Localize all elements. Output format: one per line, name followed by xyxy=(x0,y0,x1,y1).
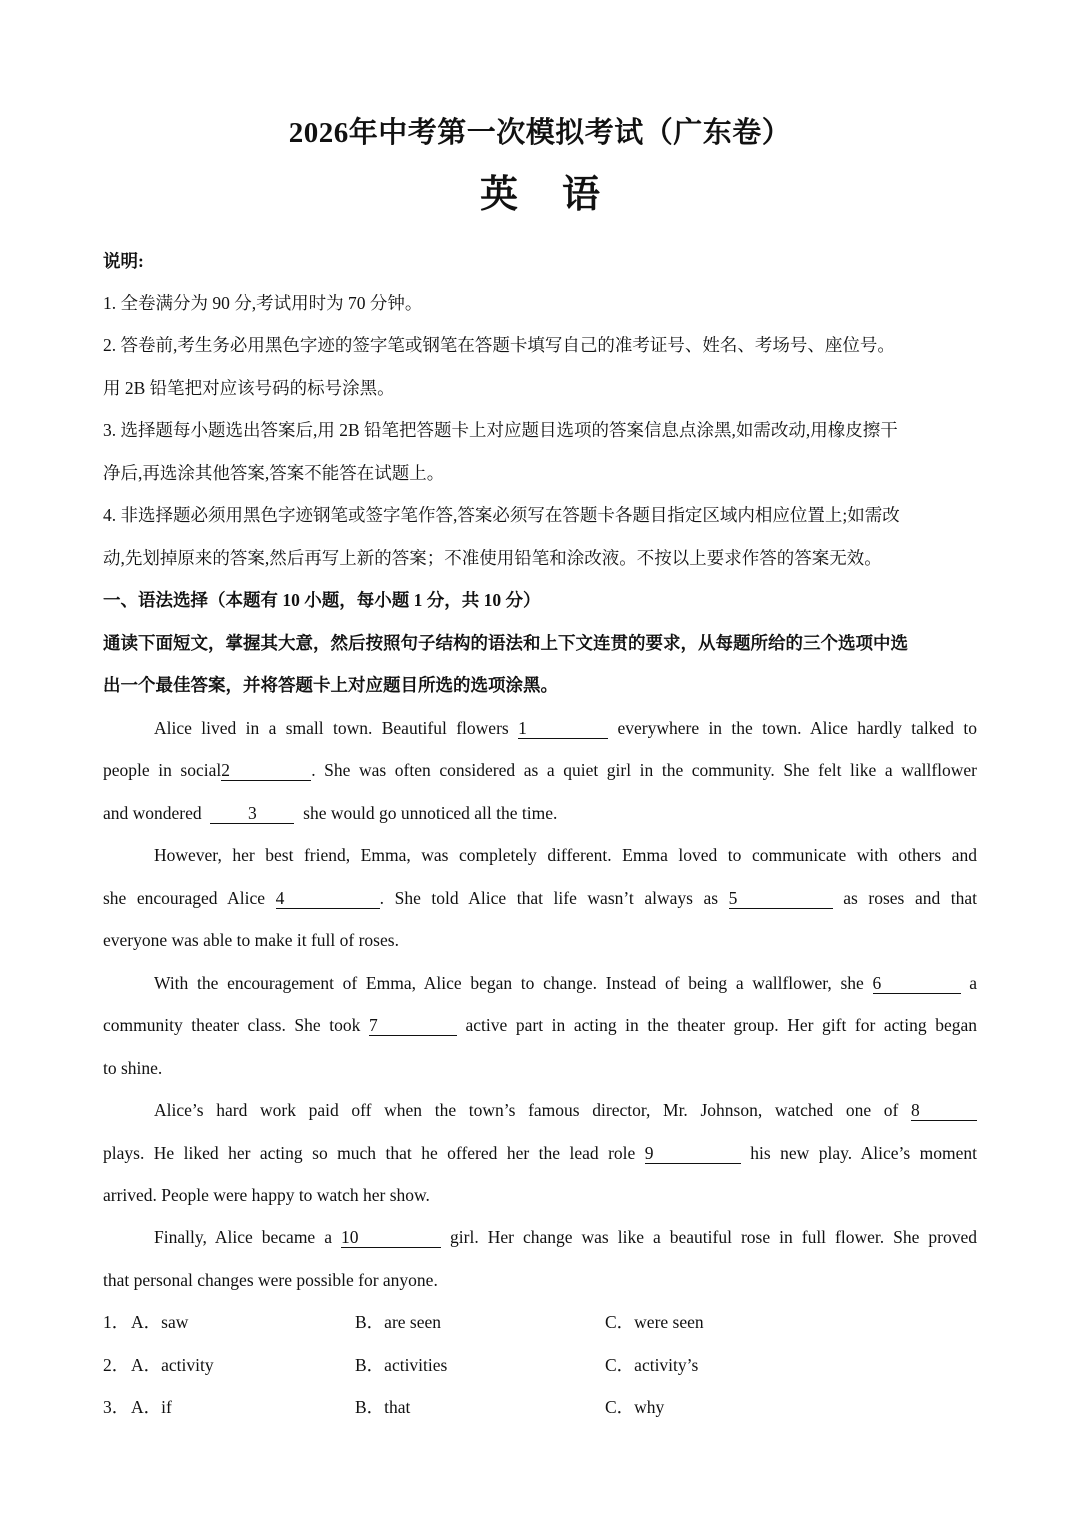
passage-text: as roses and that xyxy=(843,888,978,908)
passage-line xyxy=(103,801,977,825)
passage-line xyxy=(103,1098,977,1122)
passage-line xyxy=(103,886,977,910)
question-number: 3． xyxy=(103,1397,130,1417)
passage-line xyxy=(103,1225,977,1249)
option-a: A．activity xyxy=(131,1355,214,1375)
passage-text: . She was often considered as a quiet girl in the community. She felt like a wallflower xyxy=(311,760,977,780)
option-a: A．if xyxy=(131,1397,172,1417)
passage-line xyxy=(103,1013,977,1037)
blank-4: 4 xyxy=(276,888,380,909)
passage-text: people in social xyxy=(103,760,222,780)
exam-title: 2026年中考第一次模拟考试（广东卷） xyxy=(288,117,792,149)
blank-7: 7 xyxy=(369,1015,457,1036)
section-directions-b: 出一个最佳答案，并将答题卡上对应题目所选的选项涂黑。 xyxy=(103,675,558,695)
passage-text: Finally, Alice became a xyxy=(154,1227,332,1247)
option-c: C．were seen xyxy=(605,1312,704,1332)
blank-9: 9 xyxy=(645,1143,741,1164)
passage-text: she encouraged Alice xyxy=(103,888,266,908)
instruction-2a: 2. 答卷前,考生务必用黑色字迹的签字笔或钢笔在答题卡填写自己的准考证号、姓名、考场号、座位号。 xyxy=(103,335,895,355)
passage-text: Alice’s hard work paid off when the town’s famous director, Mr. Johnson, watched one of xyxy=(154,1100,899,1120)
blank-5: 5 xyxy=(729,888,833,909)
passage-line: However, her best friend, Emma, was completely different. Emma loved to communicate with others and xyxy=(154,845,977,865)
passage-text: With the encouragement of Emma, Alice began to change. Instead of being a wallflower, she xyxy=(154,973,864,993)
passage-text: active part in acting in the theater group. Her gift for acting began xyxy=(465,1015,978,1035)
option-a: A．saw xyxy=(131,1312,189,1332)
instruction-3a: 3. 选择题每小题选出答案后,用 2B 铅笔把答题卡上对应题目选项的答案信息点涂黑,如需改动,用橡皮擦干 xyxy=(103,420,898,440)
passage-text: girl. Her change was like a beautiful rose in full flower. She proved xyxy=(450,1227,977,1247)
passage-line: everyone was able to make it full of roses. xyxy=(103,930,399,950)
section-heading: 一、语法选择（本题有 10 小题，每小题 1 分，共 10 分） xyxy=(103,590,541,610)
option-c: C．activity’s xyxy=(605,1355,699,1375)
passage-text: . She told Alice that life wasn’t always as xyxy=(379,888,719,908)
blank-1: 1 xyxy=(518,718,608,739)
passage-text: and wondered xyxy=(103,803,202,823)
option-b: B．that xyxy=(355,1397,411,1417)
instruction-4b: 动,先划掉原来的答案,然后再写上新的答案；不准使用铅笔和涂改液。不按以上要求作答的答案无效。 xyxy=(103,548,882,568)
passage-line: arrived. People were happy to watch her show. xyxy=(103,1185,430,1205)
instruction-4a: 4. 非选择题必须用黑色字迹钢笔或签字笔作答,答案必须写在答题卡各题目指定区域内相应位置上;如需改 xyxy=(103,505,900,525)
passage-line xyxy=(103,1141,977,1165)
blank-3: 3 xyxy=(210,803,294,824)
passage-text: his new play. Alice’s moment xyxy=(750,1143,978,1163)
option-b: B．are seen xyxy=(355,1312,442,1332)
section-directions-a: 通读下面短文，掌握其大意，然后按照句子结构的语法和上下文连贯的要求，从每题所给的三个选项中选 xyxy=(103,633,908,653)
blank-2: 2 xyxy=(221,760,311,781)
subject-char-2: 语 xyxy=(562,174,601,216)
passage-text: Alice lived in a small town. Beautiful flowers xyxy=(154,718,509,738)
question-number: 1． xyxy=(103,1312,130,1332)
passage-line: to shine. xyxy=(103,1058,163,1078)
passage-text: community theater class. She took xyxy=(103,1015,361,1035)
blank-8: 8 xyxy=(911,1100,977,1121)
passage-line xyxy=(103,971,977,995)
instructions-heading: 说明: xyxy=(103,251,144,271)
passage-line: that personal changes were possible for anyone. xyxy=(103,1270,438,1290)
option-c: C．why xyxy=(605,1397,665,1417)
instruction-2b: 用 2B 铅笔把对应该号码的标号涂黑。 xyxy=(103,378,395,398)
question-number: 2． xyxy=(103,1355,130,1375)
passage-line xyxy=(103,758,977,782)
blank-10: 10 xyxy=(341,1227,441,1248)
passage-text: plays. He liked her acting so much that he offered her the lead role xyxy=(103,1143,636,1163)
instruction-1: 1. 全卷满分为 90 分,考试用时为 70 分钟。 xyxy=(103,293,423,313)
passage-text: she would go unnoticed all the time. xyxy=(303,803,558,823)
subject-heading xyxy=(0,163,1080,218)
passage-text: a xyxy=(969,973,978,993)
passage-text: everywhere in the town. Alice hardly talked to xyxy=(617,718,978,738)
subject-char-1: 英 xyxy=(479,174,518,216)
instruction-3b: 净后,再选涂其他答案,答案不能答在试题上。 xyxy=(103,463,445,483)
option-b: B．activities xyxy=(355,1355,448,1375)
blank-6: 6 xyxy=(873,973,961,994)
passage-line xyxy=(103,716,977,740)
